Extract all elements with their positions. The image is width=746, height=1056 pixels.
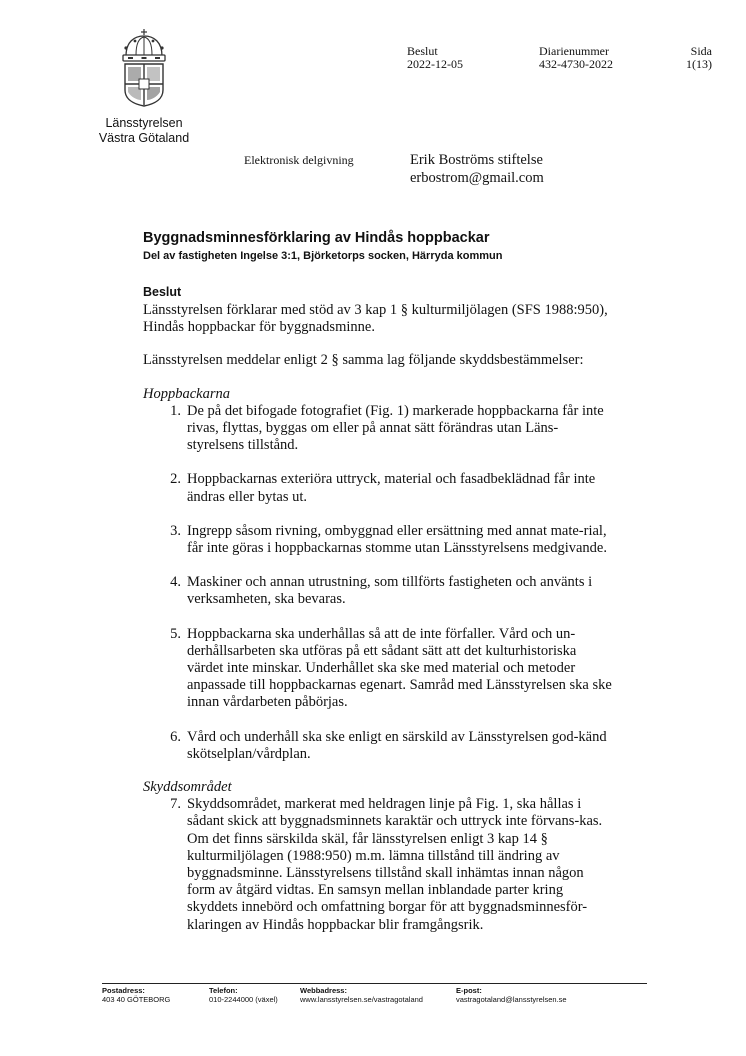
section-title-skyddsomradet: Skyddsområdet bbox=[143, 779, 232, 796]
list-item-text: Ingrepp såsom rivning, ombyggnad eller ersättning med annat mate-rial, får inte göras i hoppbackarnas stomme utan Länsstyrelsens medgivande. bbox=[187, 522, 607, 557]
footer-phone-value: 010-2244000 (växel) bbox=[209, 995, 278, 1004]
recipient-block bbox=[410, 151, 544, 187]
list-item bbox=[143, 796, 613, 934]
list-item-text: Hoppbackarna ska underhållas så att de inte förfaller. Vård och un-derhållsarbeten ska utföras på ett sådant sätt att det kulturhistoriska värdet inte minskar. Underhållet ska ske med material och metoder anpassade till hoppbackarnas egenart. Samråd med Länsstyrelsen ska ske innan vårdarbeten påbörjas. bbox=[187, 625, 612, 711]
page-number-block bbox=[672, 45, 712, 71]
diary-label: Diarienummer bbox=[539, 44, 609, 58]
recipient-email: erbostrom@gmail.com bbox=[410, 170, 544, 186]
document-body bbox=[143, 230, 613, 934]
list-item bbox=[143, 471, 613, 505]
footer-postal bbox=[102, 986, 170, 1004]
recipient-name: Erik Boströms stiftelse bbox=[410, 152, 543, 168]
agency-name bbox=[86, 116, 202, 146]
list-item-text: Vård och underhåll ska ske enligt en särskild av Länsstyrelsen god-känd skötselplan/vårdplan. bbox=[187, 728, 607, 762]
footer-divider bbox=[102, 983, 647, 984]
list-item-text: Maskiner och annan utrustning, som tillförts fastigheten och använts i verksamheten, ska bevaras. bbox=[187, 574, 593, 608]
crowned-coat-of-arms-icon bbox=[118, 28, 170, 108]
list-item-text: Skyddsområdet, markerat med heldragen linje på Fig. 1, ska hållas i sådant skick att byggnadsminnets karaktär och uttryck inte förvans-kas. Om det finns särskilda skäl, får länsstyrelsen enligt 3 kap 14 § kulturmiljölagen (1988:950) m.m. lämna tillstånd till ändring av byggnadsminne. Länsstyrelsens tillstånd skall inhämtas innan någon form av åtgärd vidtas. En samsyn mellan inblandade parter kring skyddets innebörd och omfattning borgar för att byggnadsminnesför-klaringen av Hindås hoppbackar blir framgångsrik. bbox=[187, 796, 603, 933]
footer-email bbox=[456, 986, 567, 1004]
decision-date: 2022-12-05 bbox=[407, 57, 463, 71]
footer-phone bbox=[209, 986, 278, 1004]
list-item-number: 6. bbox=[170, 728, 181, 745]
footer-web-link[interactable]: www.lansstyrelsen.se/vastragotaland bbox=[300, 995, 423, 1004]
list-item-text: De på det bifogade fotografiet (Fig. 1) markerade hoppbackarna får inte rivas, flyttas, byggas om eller på annat sätt förändras utan Läns-styrelsens tillstånd. bbox=[187, 402, 604, 454]
footer-web bbox=[300, 986, 423, 1004]
list-item-text: Hoppbackarnas exteriöra uttryck, material och fasadbeklädnad får inte ändras eller bytas ut. bbox=[187, 471, 596, 505]
document-subtitle: Del av fastigheten Ingelse 3:1, Björketorps socken, Härryda kommun bbox=[143, 250, 503, 262]
delivery-method: Elektronisk delgivning bbox=[244, 153, 354, 167]
list-item-number: 1. bbox=[170, 402, 181, 419]
list-item-number: 4. bbox=[170, 574, 181, 591]
decision-text: Länsstyrelsen förklarar med stöd av 3 kap 1 § kulturmiljölagen (SFS 1988:950), Hindås hoppbackar för byggnadsminne. bbox=[143, 302, 608, 336]
footer-web-label: Webbadress: bbox=[300, 986, 347, 995]
document-title: Byggnadsminnesförklaring av Hindås hoppbackar bbox=[143, 230, 490, 246]
page-value: 1(13) bbox=[686, 57, 712, 71]
list-item bbox=[143, 729, 613, 763]
section-title-hoppbackarna: Hoppbackarna bbox=[143, 385, 230, 402]
protection-list-1 bbox=[143, 403, 613, 763]
footer-postal-value: 403 40 GÖTEBORG bbox=[102, 995, 171, 1004]
list-item-number: 7. bbox=[170, 796, 181, 813]
coat-of-arms-logo bbox=[118, 28, 170, 108]
list-item bbox=[143, 574, 613, 608]
list-item-number: 2. bbox=[170, 471, 181, 488]
agency-name-line1: Länsstyrelsen bbox=[105, 116, 183, 130]
list-item bbox=[143, 403, 613, 455]
list-item bbox=[143, 523, 613, 557]
footer-phone-label: Telefon: bbox=[209, 986, 238, 995]
footer-email-link[interactable]: vastragotaland@lansstyrelsen.se bbox=[456, 995, 567, 1004]
page-label: Sida bbox=[690, 44, 712, 58]
decision-heading: Beslut bbox=[143, 285, 182, 299]
protection-intro: Länsstyrelsen meddelar enligt 2 § samma lag följande skyddsbestämmelser: bbox=[143, 352, 584, 369]
diary-number: 432-4730-2022 bbox=[539, 57, 613, 71]
decision-label: Beslut bbox=[407, 44, 438, 58]
list-item-number: 5. bbox=[170, 625, 181, 642]
list-item-number: 3. bbox=[170, 522, 181, 539]
diary-number-block bbox=[539, 45, 613, 71]
list-item bbox=[143, 626, 613, 712]
protection-list-2 bbox=[143, 796, 613, 934]
footer-email-label: E-post: bbox=[456, 986, 482, 995]
agency-name-line2: Västra Götaland bbox=[98, 131, 190, 145]
decision-date-block bbox=[407, 45, 463, 71]
footer-postal-label: Postadress: bbox=[102, 986, 145, 995]
